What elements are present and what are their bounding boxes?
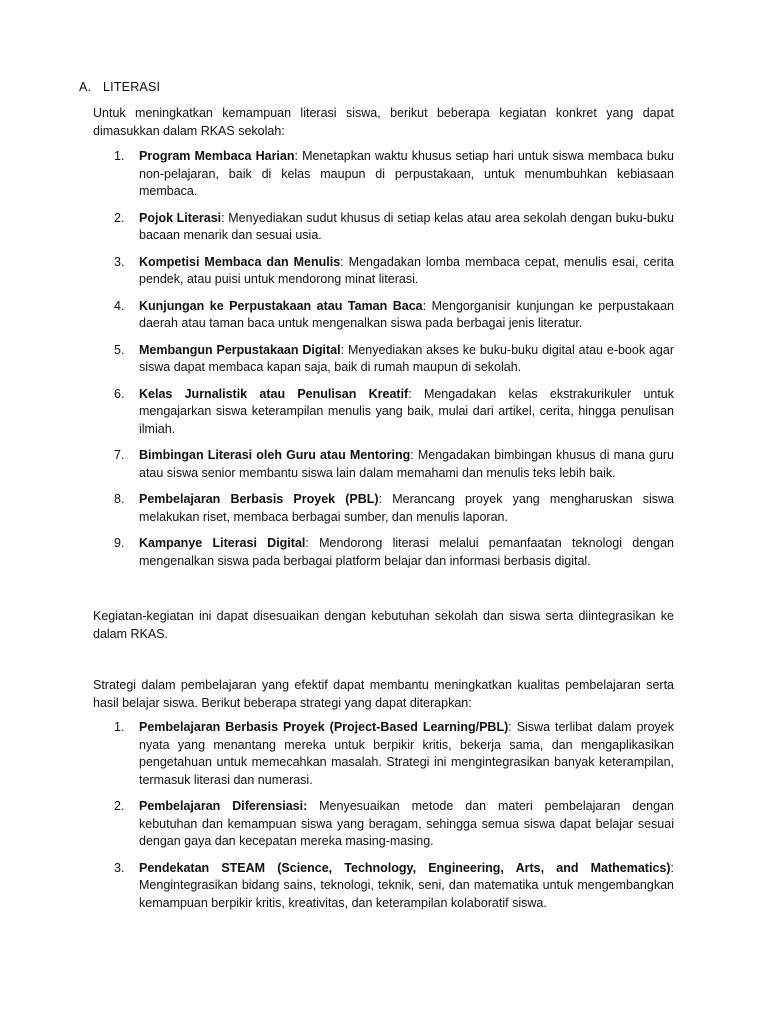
list-item bbox=[93, 491, 674, 526]
item-number: 3. bbox=[114, 254, 125, 269]
item-term: Pembelajaran Berbasis Proyek (PBL) bbox=[139, 492, 379, 506]
item-number: 7. bbox=[114, 448, 125, 462]
item-description: : Siswa terlibat dalam proyek nyata yang menantang mereka untuk berpikir kritis, bekerja sama, dan mengaplikasikan pengetahuan untuk memecahkan masalah. Strategi ini mengintegrasikan banyak keterampilan, termasuk literasi dan numerasi. bbox=[139, 720, 674, 787]
item-description: : Mengorganisir kunjungan ke perpustakaan daerah atau taman baca untuk mengenalkan siswa pada berbagai jenis literatur. bbox=[139, 298, 674, 330]
list-item bbox=[93, 798, 674, 851]
item-description: : Mendorong literasi melalui pemanfaatan teknologi dengan mengenalkan siswa pada berbagai platform belajar dan informasi berbasis digital. bbox=[139, 536, 674, 568]
item-description: : Mengadakan lomba membaca cepat, menulis esai, cerita pendek, atau puisi untuk mendorong minat literasi. bbox=[139, 254, 674, 286]
literacy-closing: Kegiatan-kegiatan ini dapat disesuaikan dengan kebutuhan sekolah dan siswa serta diintegrasikan ke dalam RKAS. bbox=[93, 609, 674, 641]
item-number: 1. bbox=[114, 720, 125, 734]
item-number: 2. bbox=[114, 799, 125, 813]
item-term: Pembelajaran Diferensiasi: bbox=[139, 799, 308, 813]
item-number: 8. bbox=[114, 492, 125, 506]
item-term: Pojok Literasi bbox=[139, 210, 222, 225]
list-item bbox=[93, 447, 674, 482]
item-term: Kelas Jurnalistik atau Penulisan Kreatif bbox=[139, 386, 409, 401]
literacy-intro: Untuk meningkatkan kemampuan literasi siswa, berikut beberapa kegiatan konkret yang dapat dimasukkan dalam RKAS sekolah: bbox=[93, 106, 674, 138]
list-item bbox=[93, 148, 674, 201]
item-term: Pembelajaran Berbasis Proyek (Project-Based Learning/PBL) bbox=[139, 720, 509, 734]
item-description: : Mengadakan kelas ekstrakurikuler untuk mengajarkan siswa keterampilan menulis yang baik, mulai dari artikel, cerita, hingga penulisan ilmiah. bbox=[139, 386, 674, 436]
list-item bbox=[93, 535, 674, 570]
item-term: Kunjungan ke Perpustakaan atau Taman Baca bbox=[139, 298, 423, 313]
item-number: 3. bbox=[114, 860, 125, 875]
item-description: Menyesuaikan metode dan materi pembelajaran dengan kebutuhan dan kemampuan siswa yang beragam, sehingga semua siswa dapat belajar sesuai dengan gaya dan kecepatan mereka masing-masing. bbox=[139, 799, 674, 848]
item-description: : Menyediakan akses ke buku-buku digital atau e-book agar siswa dapat membaca kapan saja, baik di rumah maupun di sekolah. bbox=[139, 342, 674, 374]
strategy-list bbox=[93, 719, 674, 912]
item-number: 9. bbox=[114, 536, 125, 550]
literacy-activity-list bbox=[93, 148, 674, 570]
list-item bbox=[93, 298, 674, 333]
item-description: : Merancang proyek yang mengharuskan siswa melakukan riset, membaca berbagai sumber, dan menulis laporan. bbox=[139, 492, 674, 524]
list-item bbox=[93, 210, 674, 245]
item-description: : Menyediakan sudut khusus di setiap kelas atau area sekolah dengan buku-buku bacaan menarik dan sesuai usia. bbox=[139, 210, 674, 242]
item-number: 5. bbox=[114, 342, 125, 357]
list-item bbox=[93, 254, 674, 289]
item-term: Kampanye Literasi Digital bbox=[139, 536, 306, 550]
item-term: Membangun Perpustakaan Digital bbox=[139, 342, 341, 357]
section-letter: A. bbox=[79, 80, 92, 94]
item-number: 4. bbox=[114, 298, 125, 313]
item-description: : Mengintegrasikan bidang sains, teknologi, teknik, seni, dan matematika untuk mengembangkan kemampuan berpikir kritis, kreativitas, dan keterampilan kolaboratif siswa. bbox=[139, 860, 674, 910]
list-item bbox=[93, 860, 674, 913]
item-term: Bimbingan Literasi oleh Guru atau Mentoring bbox=[139, 448, 411, 462]
item-description: : Menetapkan waktu khusus setiap hari untuk siswa membaca buku non-pelajaran, baik di kelas maupun di perpustakaan, untuk menumbuhkan kebiasaan membaca. bbox=[139, 149, 674, 198]
strategy-intro: Strategi dalam pembelajaran yang efektif dapat membantu meningkatkan kualitas pembelajaran serta hasil belajar siswa. Berikut beberapa strategi yang dapat diterapkan: bbox=[93, 678, 674, 710]
section-heading bbox=[79, 80, 160, 94]
item-number: 2. bbox=[114, 210, 125, 225]
list-item bbox=[93, 342, 674, 377]
item-term: Pendekatan STEAM (Science, Technology, Engineering, Arts, and Mathematics) bbox=[139, 860, 671, 875]
list-item bbox=[93, 719, 674, 789]
item-term: Program Membaca Harian bbox=[139, 149, 295, 163]
section-title: LITERASI bbox=[103, 80, 161, 94]
item-term: Kompetisi Membaca dan Menulis bbox=[139, 254, 341, 269]
item-number: 1. bbox=[114, 149, 125, 163]
item-number: 6. bbox=[114, 386, 125, 401]
item-description: : Mengadakan bimbingan khusus di mana guru atau siswa senior membantu siswa lain dalam memahami dan menulis teks lebih baik. bbox=[139, 448, 675, 480]
list-item bbox=[93, 386, 674, 439]
